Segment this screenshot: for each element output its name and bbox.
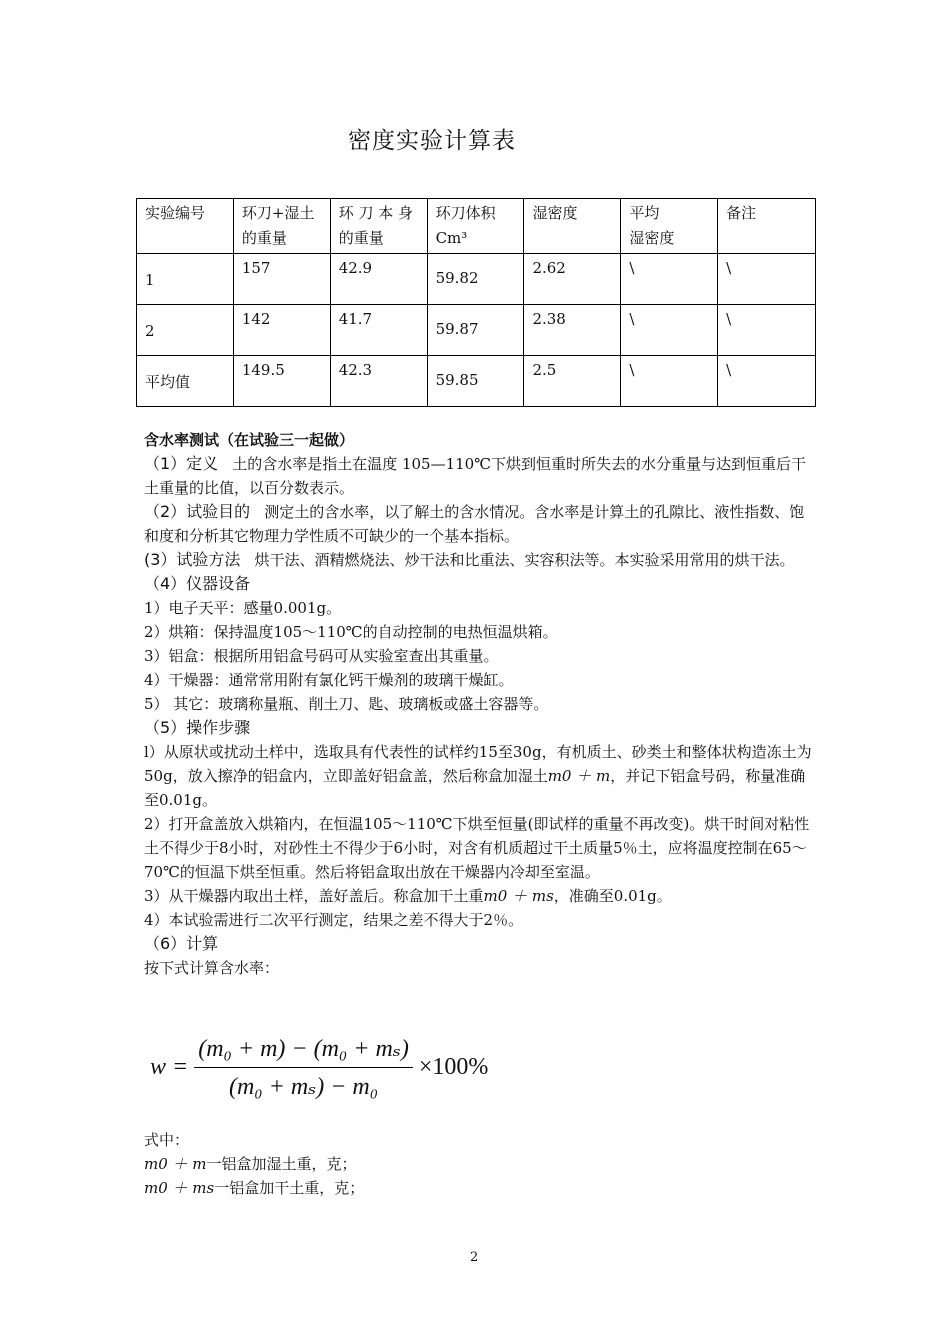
where-label: 式中： xyxy=(144,1131,190,1149)
table-row xyxy=(137,254,816,305)
table-cell: 149.5 xyxy=(233,356,330,407)
table-cell: 59.82 xyxy=(427,254,524,305)
section-heading: 含水率测试（在试验三一起做） xyxy=(144,431,355,449)
table-header: 环刀体积 Cm³ xyxy=(427,199,524,254)
where-item: m0 ＋ m一铝盒加湿土重，克； xyxy=(144,1155,357,1173)
table-header: 备注 xyxy=(718,199,816,254)
table-cell: 59.87 xyxy=(427,305,524,356)
step-item: 4）本试验需进行二次平行测定，结果之差不得大于2％。 xyxy=(144,911,524,929)
table-cell: 2.5 xyxy=(524,356,621,407)
step-item: l）从原状或扰动土样中，选取具有代表性的试样约15至30g，有机质土、砂类土和整体状构造冻土为50g，放入擦净的铝盒内，立即盖好铝盒盖，然后称盒加湿土m0 ＋ m，并记下铝盒号码，称量准确至0.01g。 xyxy=(144,743,812,809)
table-header-row xyxy=(137,199,816,254)
page-title: 密度实验计算表 xyxy=(348,128,516,154)
list-item: 1）电子天平：感量0.001g。 xyxy=(144,599,342,617)
formula-fraction xyxy=(194,1034,413,1101)
calc-intro: 按下式计算含水率： xyxy=(144,959,280,977)
where-section xyxy=(144,1128,814,1200)
density-table xyxy=(136,198,816,407)
list-item: 3）铝盒：根据所用铝盒号码可从实验室查出其重量。 xyxy=(144,647,499,665)
table-cell: 1 xyxy=(137,254,234,305)
table-header: 环刀+湿土 的重量 xyxy=(233,199,330,254)
table-row xyxy=(137,305,816,356)
definition-paragraph: （1）定义 土的含水率是指土在温度 105—110℃下烘到恒重时所失去的水分重量与达到恒重后干土重量的比值，以百分数表示。 xyxy=(144,454,806,497)
table-cell: \ xyxy=(621,356,718,407)
table-cell: 157 xyxy=(233,254,330,305)
list-item: 5） 其它：玻璃称量瓶、削土刀、匙、玻璃板或盛土容器等。 xyxy=(144,695,549,713)
table-header: 湿密度 xyxy=(524,199,621,254)
page-number: 2 xyxy=(470,1250,479,1265)
formula-denominator: (m₀ + mₛ) − m₀ xyxy=(228,1074,379,1100)
steps-label: （5）操作步骤 xyxy=(144,718,251,737)
table-cell: 59.85 xyxy=(427,356,524,407)
purpose-label: （2）试验目的 xyxy=(144,502,251,521)
definition-label: （1）定义 xyxy=(144,454,219,473)
table-cell: \ xyxy=(718,305,816,356)
step-item: 3）从干燥器内取出土样，盖好盖后。称盒加干土重m0 ＋ ms，准确至0.01g。 xyxy=(144,887,672,905)
table-header: 平均 湿密度 xyxy=(621,199,718,254)
table-cell: 142 xyxy=(233,305,330,356)
step-item: 2）打开盒盖放入烘箱内，在恒温105～110℃下烘至恒量(即试样的重量不再改变)。烘干时间对粘性土不得少于8小时，对砂性土不得少于6小时，对含有机质超过干土质量5％土，应将温度控制在65～70℃的恒温下烘至恒重。然后将铝盒取出放在干燥器内冷却至室温。 xyxy=(144,815,810,881)
method-label: (3）试验方法 xyxy=(144,550,241,569)
formula-numerator: (m₀ + m) − (m₀ + mₛ) xyxy=(194,1034,413,1068)
calc-label: （6）计算 xyxy=(144,934,219,953)
table-cell: 42.3 xyxy=(330,356,427,407)
purpose-paragraph: （2）试验目的 测定土的含水率，以了解土的含水情况。含水率是计算土的孔隙比、液性指数、饱和度和分析其它物理力学性质不可缺少的一个基本指标。 xyxy=(144,502,805,545)
moisture-formula xyxy=(150,1034,488,1101)
moisture-section xyxy=(144,428,814,980)
table-cell: 2.62 xyxy=(524,254,621,305)
table-cell: \ xyxy=(718,356,816,407)
table-cell: \ xyxy=(718,254,816,305)
table-cell: 2.38 xyxy=(524,305,621,356)
table-cell: \ xyxy=(621,254,718,305)
table-row xyxy=(137,356,816,407)
table-cell: \ xyxy=(621,305,718,356)
table-cell: 41.7 xyxy=(330,305,427,356)
formula-rhs: ×100% xyxy=(418,1054,489,1080)
where-item: m0 ＋ ms一铝盒加干土重，克； xyxy=(144,1179,365,1197)
formula-lhs: w = xyxy=(150,1054,189,1080)
table-cell: 2 xyxy=(137,305,234,356)
method-paragraph: (3）试验方法 烘干法、酒精燃烧法、炒干法和比重法、实容积法等。本实验采用常用的烘干法。 xyxy=(144,550,795,569)
table-cell: 平均值 xyxy=(137,356,234,407)
table-cell: 42.9 xyxy=(330,254,427,305)
table-header: 环 刀 本 身 的重量 xyxy=(330,199,427,254)
equipment-label: （4）仪器设备 xyxy=(144,574,251,593)
list-item: 4）干燥器：通常常用附有氯化钙干燥剂的玻璃干燥缸。 xyxy=(144,671,514,689)
list-item: 2）烘箱：保持温度105～110℃的自动控制的电热恒温烘箱。 xyxy=(144,623,558,641)
table-header: 实验编号 xyxy=(137,199,234,254)
